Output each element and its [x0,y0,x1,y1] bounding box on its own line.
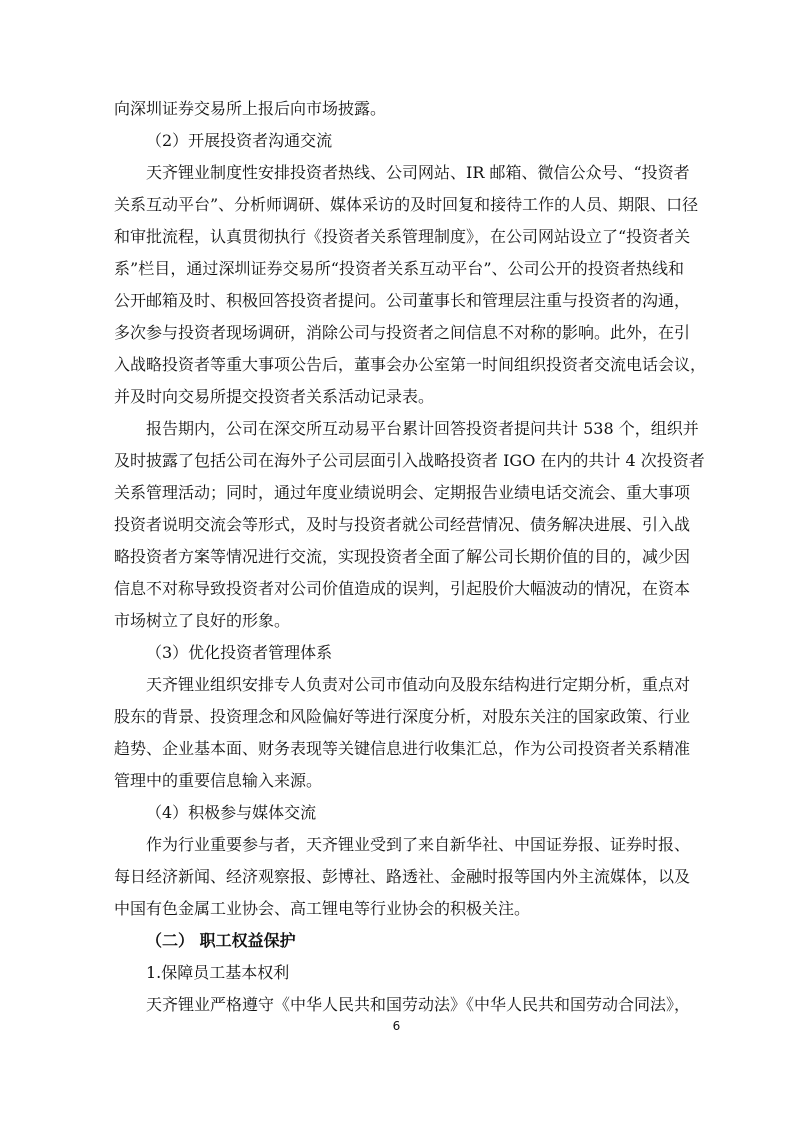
paragraph-line: 投资者说明交流会等形式，及时与投资者就公司经营情况、债务解决进展、引入战 [114,515,691,534]
paragraph-line: 多次参与投资者现场调研，消除公司与投资者之间信息不对称的影响。此外，在引 [114,323,691,342]
paragraph-line: 作为行业重要参与者，天齐锂业受到了来自新华社、中国证券报、证券时报、 [146,835,691,854]
paragraph-line: 天齐锂业制度性安排投资者热线、公司网站、IR 邮箱、微信公众号、“投资者 [146,163,690,182]
paragraph-line: 市场树立了良好的形象。 [114,611,291,630]
section-heading: （二） 职工权益保护 [146,931,296,950]
paragraph-line: 公开邮箱及时、积极回答投资者提问。公司董事长和管理层注重与投资者的沟通， [114,291,691,310]
paragraph-line: 信息不对称导致投资者对公司价值造成的误判，引起股价大幅波动的情况，在资本 [114,579,691,598]
subsection-heading-2: （2）开展投资者沟通交流 [146,131,333,150]
paragraph-line: 及时披露了包括公司在海外子公司层面引入战略投资者 IGO 在内的共计 4 次投资者 [114,451,705,470]
paragraph-line: 趋势、企业基本面、财务表现等关键信息进行收集汇总，作为公司投资者关系精准 [114,739,691,758]
paragraph-line: 入战略投资者等重大事项公告后，董事会办公室第一时间组织投资者交流电话会议， [114,355,707,374]
paragraph-line: 关系管理活动；同时，通过年度业绩说明会、定期报告业绩电话交流会、重大事项 [114,483,691,502]
paragraph-line: 略投资者方案等情况进行交流，实现投资者全面了解公司长期价值的目的，减少因 [114,547,691,566]
paragraph-line: 和审批流程，认真贯彻执行《投资者关系管理制度》，在公司网站设立了“投资者关 [114,227,691,246]
subsection-heading: 1.保障员工基本权利 [146,963,290,982]
page-number: 6 [392,1019,401,1033]
paragraph-line: 中国有色金属工业协会、高工锂电等行业协会的积极关注。 [114,899,531,918]
paragraph-line: 系”栏目，通过深圳证券交易所“投资者关系互动平台”、公司公开的投资者热线和 [114,259,684,278]
paragraph-line: 股东的背景、投资理念和风险偏好等进行深度分析，对股东关注的国家政策、行业 [114,707,691,726]
paragraph-line: 向深圳证券交易所上报后向市场披露。 [114,99,387,118]
paragraph-line: 报告期内，公司在深交所互动易平台累计回答投资者提问共计 538 个，组织并 [146,419,699,438]
paragraph-line: 并及时向交易所提交投资者关系活动记录表。 [114,387,435,406]
subsection-heading-3: （3）优化投资者管理体系 [146,643,333,662]
paragraph-line: 天齐锂业组织安排专人负责对公司市值动向及股东结构进行定期分析，重点对 [146,675,691,694]
paragraph-line: 管理中的重要信息输入来源。 [114,771,323,790]
paragraph-line: 关系互动平台”、分析师调研、媒体采访的及时回复和接待工作的人员、期限、口径 [114,195,699,214]
paragraph-line: 天齐锂业严格遵守《中华人民共和国劳动法》《中华人民共和国劳动合同法》， [146,995,691,1014]
paragraph-line: 每日经济新闻、经济观察报、彭博社、路透社、金融时报等国内外主流媒体，以及 [114,867,691,886]
subsection-heading-4: （4）积极参与媒体交流 [146,803,317,822]
